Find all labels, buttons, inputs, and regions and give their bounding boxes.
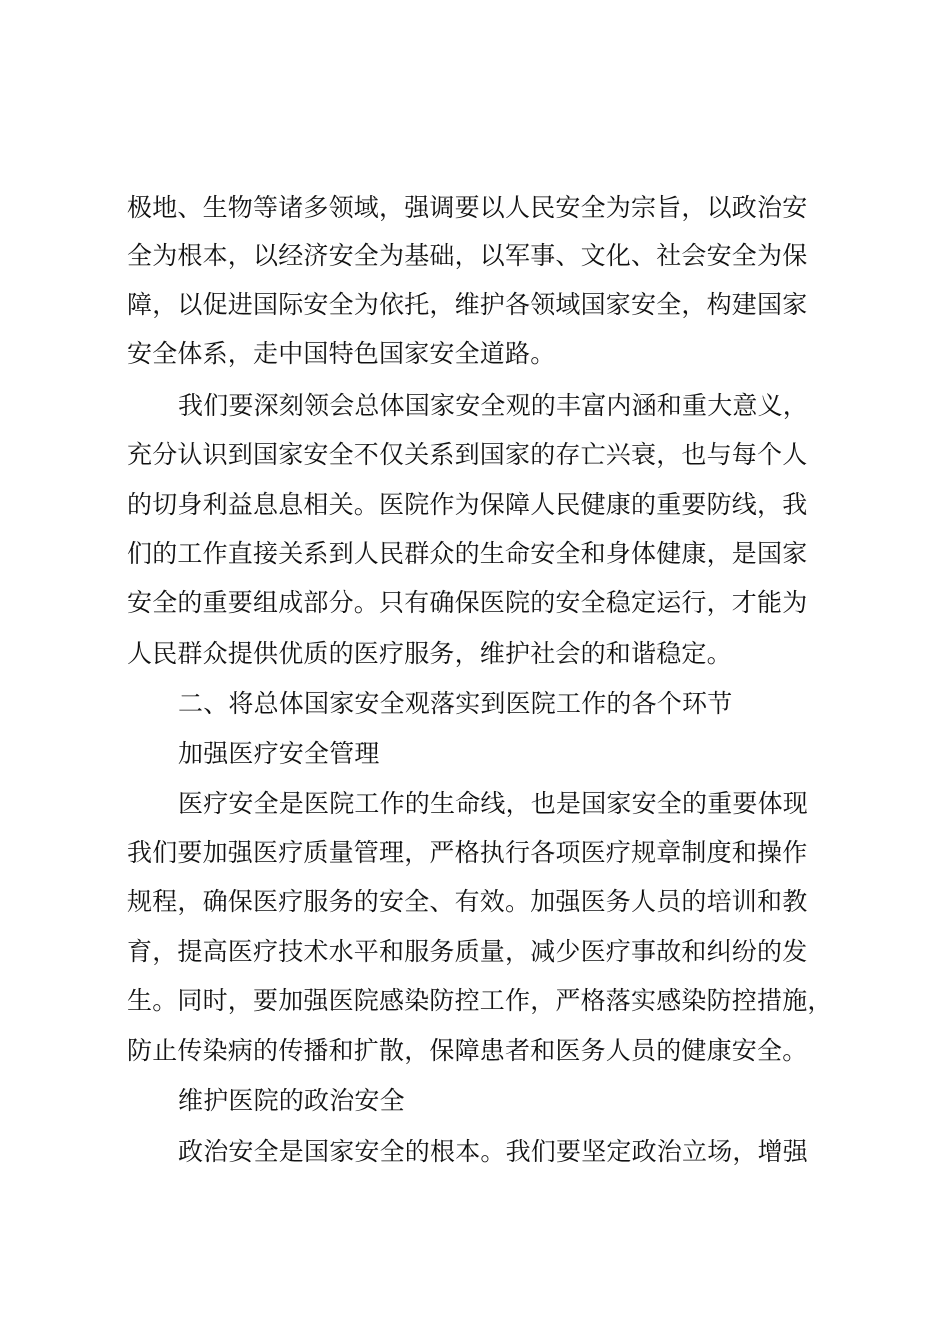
paragraph-4-line-1: 政治安全是国家安全的根本。我们要坚定政治立场，增强: [178, 1137, 809, 1166]
paragraph-3-line-1: 医疗安全是医院工作的生命线，也是国家安全的重要体现: [178, 789, 809, 818]
paragraph-1-line-3: 障，以促进国际安全为依托，维护各领域国家安全，构建国家: [127, 290, 808, 319]
paragraph-2-line-5: 安全的重要组成部分。只有确保医院的安全稳定运行，才能为: [127, 588, 808, 617]
paragraph-3-line-6: 防止传染病的传播和扩散，保障患者和医务人员的健康安全。: [127, 1036, 808, 1065]
paragraph-3-line-4: 育，提高医疗技术水平和服务质量，减少医疗事故和纠纷的发: [127, 937, 808, 966]
paragraph-1-line-4: 安全体系，走中国特色国家安全道路。: [127, 339, 556, 368]
paragraph-1-line-2: 全为根本，以经济安全为基础，以军事、文化、社会安全为保: [127, 241, 808, 270]
paragraph-2-line-6: 人民群众提供优质的医疗服务，维护社会的和谐稳定。: [127, 639, 732, 668]
subsection-heading-political-safety: 维护医院的政治安全: [178, 1086, 405, 1115]
subsection-heading-medical-safety: 加强医疗安全管理: [178, 739, 380, 768]
paragraph-2-line-2: 充分认识到国家安全不仅关系到国家的存亡兴衰，也与每个人: [127, 440, 808, 469]
paragraph-3-line-2: 我们要加强医疗质量管理，严格执行各项医疗规章制度和操作: [127, 838, 808, 867]
paragraph-3-line-5: 生。同时，要加强医院感染防控工作，严格落实感染防控措施，: [127, 986, 833, 1015]
paragraph-2-line-4: 们的工作直接关系到人民群众的生命安全和身体健康，是国家: [127, 539, 808, 568]
paragraph-2-line-3: 的切身利益息息相关。医院作为保障人民健康的重要防线，我: [127, 490, 808, 519]
section-heading: 二、将总体国家安全观落实到医院工作的各个环节: [178, 689, 733, 718]
paragraph-2-line-1: 我们要深刻领会总体国家安全观的丰富内涵和重大意义，: [178, 391, 809, 420]
paragraph-3-line-3: 规程，确保医疗服务的安全、有效。加强医务人员的培训和教: [127, 887, 808, 916]
paragraph-1-line-1: 极地、生物等诸多领域，强调要以人民安全为宗旨，以政治安: [127, 193, 808, 222]
